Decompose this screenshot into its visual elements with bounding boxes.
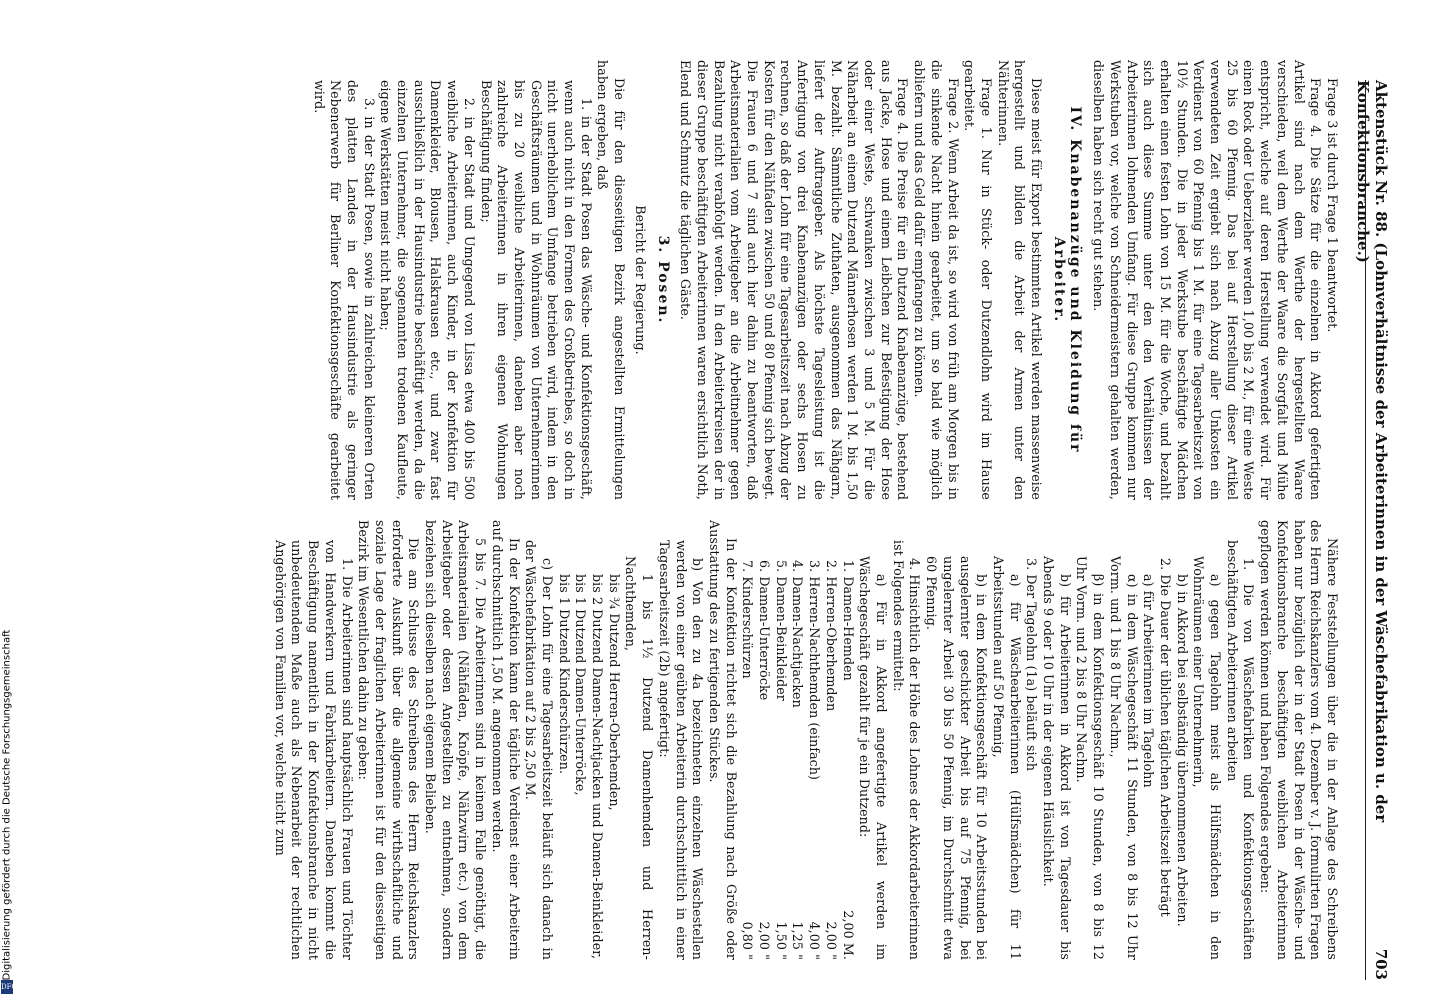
list-item: 3. in der Stadt Posen, sowie in zahlreichen kleineren Orten des platten Landes in der Hausindustrie als geringer Nebenerwerb für Berliner Konfektionsgeschäfte gearbeitet wird. xyxy=(311,80,377,500)
paragraph: Die am Schlusse des Schreibens des Herrn Reichskanzlers erforderte Auskunft über die allgemeine wirthschaftliche und soziale Lage der fraglichen Arbeiterinnen ist für den diesseitigen Bezirk im Wesentlichen dahin zu geben: xyxy=(356,520,422,960)
price-list xyxy=(739,520,856,960)
price-row: 1. Damen-Hemden 2,00 M. xyxy=(840,560,856,960)
paragraph: Frage 1. Nur in Stück- oder Dutzendlohn wird im Hause gearbeitet. xyxy=(962,60,994,500)
list-item: a) Für in Akkord angefertigte Artikel werden im Wäschegeschäft gezahlt für je ein Dutzend: xyxy=(857,556,890,960)
list-item: 1 bis 1½ Dutzend Damenhemden und Herren-Nachthemden, xyxy=(623,556,656,960)
list-item: b) in Akkord bei selbständig übernommenen Arbeiten. xyxy=(1174,574,1190,927)
paragraph: In der Konfektion richtet sich die Bezahlung nach Größe oder Ausstattung des zu fertigenden Stückes. xyxy=(706,520,739,960)
column-left xyxy=(310,60,1340,500)
list-item: 1. in der Stadt Posen das Wäsche- und Konfektionsgeschäft, wenn auch nicht in den Formen des Großbetriebes, so doch in nicht unerheblichem Umfange betrieben wird, indem in den Geschäftsräumen und in Wohnräumen von Unternehmerinnen bis zu 20 weibliche Arbeiterinnen, daneben aber noch zahlreiche Arbeiterinnen in ihren eigenen Wohnungen Beschäftigung finden; xyxy=(478,80,594,500)
list-item: b) in dem Konfektionsgeschäft für 10 Arbeitsstunden bei ausgelernter geschickter Arbeit bis auf 75 Pfennig, bei ungelernter Arbeit 30 bis 50 Pfennig, im Durchschnitt etwa 60 Pfennig. xyxy=(924,556,990,960)
list-item: bis 2 Dutzend Damen-Nachtjacken und Damen-Beinkleider, xyxy=(590,574,606,960)
list-item: b) für Arbeiterinnen in Akkord ist von Tagesdauer bis Abends 9 oder 10 Uhr in der eigenen Häuslichkeit. xyxy=(1041,556,1073,960)
paragraph: In der Konfektion kann der tägliche Verdienst einer Arbeiterin auf durchschnittlich 1,50 M. angenommen werden. xyxy=(489,520,522,960)
paragraph: Nähere Feststellungen über die in der Anlage des Schreibens des Herrn Reichskanzlers vom 4. Dezember v. J. formulirten Fragen haben nur bezüglich der in der Stadt Posen in der Wäsche- und Konfektionsbranche beschäftigten weiblichen Arbeiterinnen gepflogen werden können und haben Folgendes ergeben: xyxy=(1258,520,1340,960)
price-row: 7. Kinderschürzen 0,80 " xyxy=(740,560,756,960)
paragraph: 5 bis 7. Die Arbeiterinnen sind in keinem Falle genöthigt, die Arbeitsmaterialien (Nähfäden, Knöpfe, Nähzwirn etc.) von dem Arbeitgeber oder dessen Angestellten zu entnehmen, sondern beziehen sich dieselben nach eigenem Belieben. xyxy=(423,520,489,960)
price-row: 3. Herren-Nachthemden (einfach) 4,00 " xyxy=(807,560,823,960)
paragraph: Frage 4. Die Sätze für die einzelnen in Akkord gefertigten Artikel sind nach dem Werthe der hergestellten Waare verschieden, weil dem Werthe der Waare die Sorgfalt und Mühe entspricht, welche auf deren Herstellung verwendet wird. Für einen Rock oder Ueberzieher werden 1,00 bis 2 M., für eine Weste 25 bis 60 Pfennig. Das bei auf Herstellung dieser Artikel verwendeten Zeit ergiebt sich nach Abzug aller Unkosten ein Verdienst von 60 Pfennig bis 1 M. für eine Tagesarbeitszeit von 10½ Stunden. Die in jeder Werkstube beschäftigte Mädchen erhalten einen festen Lohn von 15 M. für die Woche, und bezahlt sich auch diese Summe unter den den Verhältnissen der Arbeiterinnen lohnenden Umfang. Für diese Gruppe kommen nur Werkstuben vor, welche von Schneidermeistern gehalten werden, dieselben haben sich recht gut stehen. xyxy=(1091,60,1324,500)
list-item: bis 1 Dutzend Damen-Unterröcke, xyxy=(573,574,589,796)
list-item: c) Der Lohn für eine Tagesarbeitszeit beläuft sich danach in der Wäschefabrikation auf 2 bis 2,50 M. xyxy=(523,540,555,960)
list-item: α) in dem Wäschegeschäft 11 Stunden, von 8 bis 12 Uhr Vorm. und 1 bis 8 Uhr Nachm., xyxy=(1107,556,1140,960)
dfg-credit-text: Digitalisierung gefördert durch die Deutsche Forschungsgemeinschaft xyxy=(1,629,13,981)
column-right xyxy=(271,520,1340,960)
scanned-page xyxy=(10,0,1410,1000)
list-item: a) gegen Tagelohn meist als Hülfsmädchen in den Wohnräumen einer Unternehmerin, xyxy=(1191,556,1224,960)
price-row: 2. Herren-Oberhemden 2,00 " xyxy=(823,560,839,960)
paragraph: Diese meist für Export bestimmten Artikel werden massenweise hergestellt und bilden die Arbeit der Armen unter den Nähterinnen. xyxy=(995,60,1045,500)
list-item: bis ¾ Dutzend Herren-Oberhemden, xyxy=(606,574,622,811)
list-item: β) in dem Konfektionsgeschäft 10 Stunden, von 8 bis 12 Uhr Vorm. und 2 bis 8 Uhr Nachm. xyxy=(1074,556,1107,960)
subheading: Bericht der Regierung. xyxy=(632,205,648,355)
price-row: 5. Damen-Beinkleider 1,50 " xyxy=(773,560,789,960)
running-header xyxy=(1354,80,1390,980)
header-rule xyxy=(1365,80,1366,980)
price-row: 4. Damen-Nachtjacken 1,25 " xyxy=(790,560,806,960)
dfg-logo: DFG xyxy=(1,980,13,994)
page-number: 703 xyxy=(1372,948,1390,980)
section-heading: 3. Posen. xyxy=(654,235,671,325)
paragraph: Frage 2. Wenn Arbeit da ist, so wird von früh am Morgen bis in die sinkende Nacht hinein gearbeitet, um so bald wie möglich abliefern und das Geld dafür empfangen zu können. xyxy=(912,60,961,500)
price-row: 6. Damen-Unterröcke 2,00 " xyxy=(757,560,773,960)
list-item: a) für Arbeiterinnen im Tagelohn xyxy=(1141,574,1157,788)
list-item: 2. Die Dauer der üblichen täglichen Arbeitszeit beträgt xyxy=(1157,558,1173,917)
list-item: b) Von den zu 4a bezeichneten einzelnen Wäschestellen werden von einer geübten Arbeiterin durchschnittlich in einer Tagesarbeitszeit (2b) angefertigt: xyxy=(656,540,706,960)
list-item: bis 1 Dutzend Kinderschürzen. xyxy=(556,574,572,775)
header-title: Aktenstück Nr. 88. (Lohnverhältnisse der Arbeiterinnen in der Wäschefabrikation u. der Konfektionsbranche.) xyxy=(1354,80,1390,823)
rotated-print xyxy=(10,0,1410,1000)
list-item: 4. Hinsichtlich der Höhe des Lohnes der Akkordarbeiterinnen ist Folgendes ermittelt: xyxy=(890,540,923,960)
paragraph: Frage 4. Die Preise für ein Dutzend Knabenanzüge, bestehend aus Jacke, Hose und einem Leibchen zur Befestigung der Hose oder einer Weste, schwanken zwischen 3 und 5 M. Für die Näharbeit an einem Dutzend Männerhosen werden 1 M. bis 1,50 M. bezahlt. Sämmtliche Zuthaten, ausgenommen das Nähgarn, liefert der Auftraggeber. Als höchste Tagesleistung ist die Anfertigung von drei Knabenanzügen oder sechs Hosen zu rechnen, so daß der Lohn für eine Tagesarbeitszeit nach Abzug der Kosten für den Nähfaden zwischen 50 und 80 Pfennig sich bewegt. Die Frauen 6 und 7 sind auch hier dahin zu beantworten, daß Arbeitsmaterialien vom Arbeitgeber an die Arbeitnehmer gegen Bezahlung nicht verabfolgt werden. In den Arbeiterkreisen der in dieser Gruppe beschäftigten Arbeiterinnen waren ersichtlich Noth, Elend und Schmutz die täglichen Gäste. xyxy=(678,60,911,500)
list-item: a) für Wäschearbeiterinnen (Hülfsmädchen) für 11 Arbeitsstunden auf 50 Pfennig, xyxy=(990,556,1023,960)
list-item: 2. in der Stadt und Umgegend von Lissa etwa 400 bis 500 weibliche Arbeiterinnen, auch Kinder, in der Konfektion für Damenkleider, Blousen, Halskrausen etc., und zwar fast ausschließlich in der Hausindustrie beschäftigt werden, da die einzelnen Unternehmer, die sogenannten trodenen Kaufleute, eigene Werkstätten meist nicht haben; xyxy=(378,80,477,500)
list-item: 3. Der Tagelohn (1a) beläuft sich xyxy=(1024,558,1040,772)
paragraph: Die für den diesseitigen Bezirk angestellten Ermittelungen haben ergeben, daß xyxy=(595,60,628,500)
paragraph: Frage 3 ist durch Frage 1 beantwortet. xyxy=(1325,78,1340,333)
section-heading: IV. Knabenanzüge und Kleidung für Arbeiter. xyxy=(1050,106,1084,454)
list-item: 1. Die von Wäschefabriken und Konfektionsgeschäften beschäftigten Arbeiterinnen arbeiten xyxy=(1224,540,1257,960)
list-item: 1. Die Arbeiterinnen sind hauptsächlich Frauen und Töchter von Handwerkern und Fabrikarbeitern. Daneben kommt die Beschäftigung namentlich in der Konfektionsbranche in nicht unbedeutendem Maße auch als Nebenarbeit der rechtlichen Angehörigen von Familien vor, welche nicht zum xyxy=(272,540,355,960)
